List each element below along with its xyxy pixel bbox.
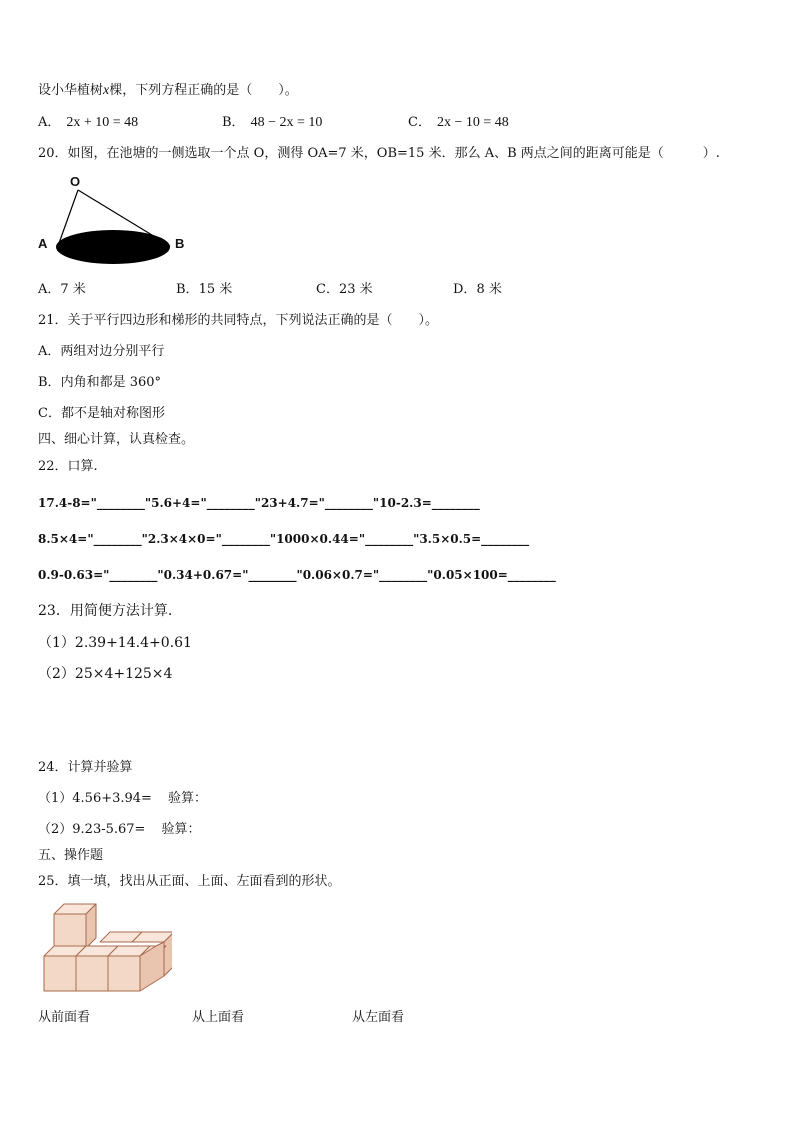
q19-option-a[interactable]: A． 2x + 10 = 48 <box>38 115 139 130</box>
q23-item-1: （1）2.39+14.4+0.61 <box>38 635 192 651</box>
q24-item-1: （1）4.56+3.94= 验算： <box>38 791 207 806</box>
pond-diagram <box>36 174 196 266</box>
q24-stem: 24．计算并验算 <box>38 760 133 775</box>
q22-row-3: 0.9-0.63="________"0.34+0.67="________"0.06×0.7="________"0.05×100=________ <box>38 568 556 582</box>
view-front-label: 从前面看 <box>38 1010 91 1025</box>
section-4-heading: 四、细心计算，认真检查。 <box>38 432 195 447</box>
q23-item-2: （2）25×4+125×4 <box>38 666 173 682</box>
q20-figure <box>36 174 196 266</box>
cube-front-row <box>44 942 166 991</box>
q22-row-1: 17.4-8="________"5.6+4="________"23+4.7="________"10-2.3=________ <box>38 496 480 510</box>
q21-option-b[interactable]: B．内角和都是 360° <box>38 375 162 390</box>
q19-option-b[interactable]: B． 48 − 2x = 10 <box>222 115 323 130</box>
q21-option-c[interactable]: C．都不是轴对称图形 <box>38 406 165 421</box>
q21-option-a[interactable]: A．两组对边分别平行 <box>38 344 165 359</box>
q20-option-b[interactable]: B．15 米 <box>176 282 233 297</box>
q19-option-c[interactable]: C． 2x − 10 = 48 <box>408 115 509 130</box>
q20-option-a[interactable]: A．7 米 <box>38 282 86 297</box>
q22-row-2: 8.5×4="________"2.3×4×0="________"1000×0.44="________"3.5×0.5=________ <box>38 532 530 546</box>
q23-stem: 23．用简便方法计算. <box>38 603 173 619</box>
view-top-label: 从上面看 <box>192 1010 245 1025</box>
q20-option-c[interactable]: C．23 米 <box>316 282 373 297</box>
q24-item-2: （2）9.23-5.67= 验算： <box>38 822 201 837</box>
q20-option-d[interactable]: D．8 米 <box>453 282 502 297</box>
q22-stem: 22．口算. <box>38 459 98 474</box>
point-a-label: A <box>38 236 48 251</box>
point-o-label: O <box>70 174 81 189</box>
cube-stack-figure <box>40 900 172 994</box>
q25-stem: 25．填一填，找出从正面、上面、左面看到的形状。 <box>38 874 341 889</box>
point-b-label: B <box>175 236 185 251</box>
q20-stem: 20．如图，在池塘的一侧选取一个点 O，测得 OA=7 米，OB=15 米．那么 A、B 两点之间的距离可能是（ ）. <box>38 146 720 161</box>
q21-stem: 21．关于平行四边形和梯形的共同特点，下列说法正确的是（ ）。 <box>38 313 439 328</box>
section-5-heading: 五、操作题 <box>38 848 104 863</box>
q19-stem: 设小华植树x棵，下列方程正确的是（ ）。 <box>38 83 298 98</box>
view-left-label: 从左面看 <box>352 1010 405 1025</box>
